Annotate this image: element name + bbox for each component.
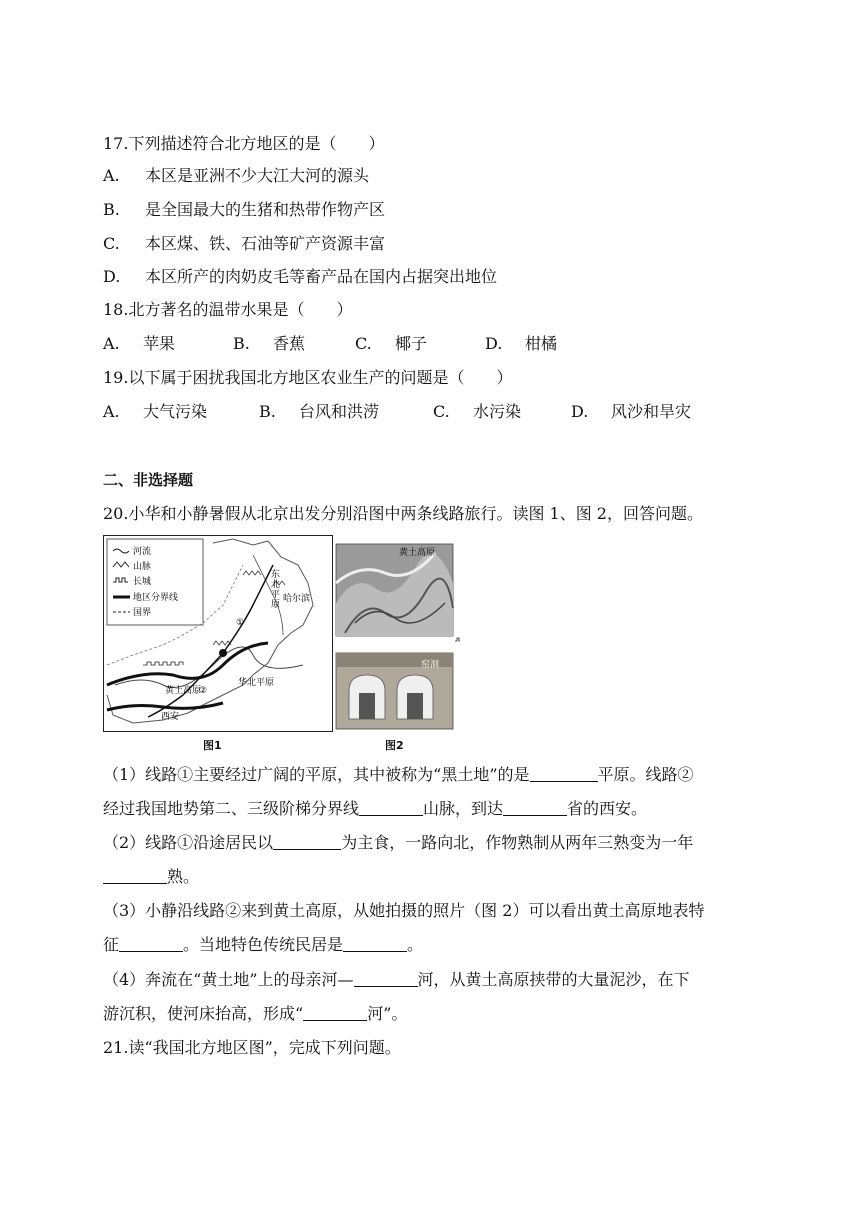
text: 。当地特色传统民居是 xyxy=(183,935,344,954)
photo2-label: 窑洞 xyxy=(421,660,440,670)
legend-wall-label: 长城 xyxy=(133,577,152,587)
text: 山脉，到达 xyxy=(423,799,504,818)
q19-option-a xyxy=(103,401,207,423)
text: 为主食，一路向北，作物熟制从两年三熟变为一年 xyxy=(341,833,694,852)
label-dongbei-char: 原 xyxy=(271,600,281,610)
option-text: 本区所产的肉奶皮毛等畜产品在国内占据突出地位 xyxy=(145,267,498,286)
option-letter: B. xyxy=(103,200,120,219)
text: 河”。 xyxy=(367,1004,408,1023)
q19-option-d xyxy=(571,401,691,423)
q19-option-b xyxy=(259,401,379,423)
label-huangtu: 黄土高原 xyxy=(165,686,202,696)
q20-part4-line1 xyxy=(103,969,690,991)
option-text: 风沙和旱灾 xyxy=(611,402,692,421)
label-dongbei-char: 平 xyxy=(271,590,281,600)
option-text: 本区是亚洲不少大江大河的源头 xyxy=(145,166,370,185)
label-dongbei xyxy=(271,568,280,610)
q20-part1-line1 xyxy=(103,764,694,786)
option-text: 苹果 xyxy=(143,334,176,353)
label-dongbei-char: 北 xyxy=(271,580,281,590)
answer-blank[interactable] xyxy=(354,970,418,987)
text: 熟。 xyxy=(167,867,200,886)
answer-blank[interactable] xyxy=(359,799,423,816)
q19-option-c xyxy=(433,401,521,423)
legend-boundary-label: 地区分界线 xyxy=(133,593,179,603)
option-text: 台风和洪涝 xyxy=(299,402,380,421)
figure2-photos xyxy=(335,543,460,733)
answer-blank[interactable] xyxy=(343,935,407,952)
legend-river-label: 河流 xyxy=(133,547,152,557)
label-haerbin: 哈尔滨 xyxy=(283,594,311,604)
label-huabei: 华北平原 xyxy=(238,678,275,688)
answer-blank[interactable] xyxy=(273,833,341,850)
option-letter: A. xyxy=(103,402,120,421)
photo1-label: 黄土高原 xyxy=(399,548,436,558)
answer-blank[interactable] xyxy=(119,935,183,952)
answer-blank[interactable] xyxy=(503,799,567,816)
option-letter: D. xyxy=(485,334,503,353)
beijing-marker xyxy=(219,649,227,657)
option-letter: A. xyxy=(103,166,120,185)
q18-option-b xyxy=(233,333,305,355)
answer-blank[interactable] xyxy=(103,867,167,884)
q18-option-d xyxy=(485,333,557,355)
text: （1）线路①主要经过广阔的平原，其中被称为“黑土地”的是 xyxy=(103,765,530,784)
figure2-caption: 图2 xyxy=(385,739,404,752)
text: （2）线路①沿途居民以 xyxy=(103,833,274,852)
q20-part2-line2 xyxy=(103,866,199,888)
figure1-caption: 图1 xyxy=(203,739,222,752)
q20-part4-line2 xyxy=(103,1003,407,1025)
q17-option-b xyxy=(103,199,385,221)
option-text: 大气污染 xyxy=(143,402,208,421)
answer-blank[interactable] xyxy=(303,1004,367,1021)
option-letter: A. xyxy=(103,334,120,353)
text: 。 xyxy=(407,935,424,954)
q21-stem: 21.读“我国北方地区图”，完成下列问题。 xyxy=(103,1038,401,1057)
text: 省的西安。 xyxy=(567,799,648,818)
q17-option-a xyxy=(103,165,369,187)
q20-part3-line2 xyxy=(103,934,423,956)
q18-stem: 18.北方著名的温带水果是（ ） xyxy=(103,300,353,319)
q18-option-a xyxy=(103,333,175,355)
label-route1: ① xyxy=(236,618,245,628)
text: 河，从黄土高原挟带的大量泥沙，在下 xyxy=(417,970,690,989)
q17-option-c xyxy=(103,233,385,255)
option-text: 水污染 xyxy=(473,402,522,421)
q20-part1-line2 xyxy=(103,798,647,820)
figure1-map xyxy=(103,535,333,735)
q18-option-c xyxy=(355,333,427,355)
option-text: 柑橘 xyxy=(525,334,558,353)
option-letter: C. xyxy=(433,402,450,421)
q20-stem: 20.小华和小静暑假从北京出发分别沿图中两条线路旅行。读图 1、图 2，回答问题。 xyxy=(103,504,703,523)
option-letter: C. xyxy=(355,334,372,353)
q17-option-d xyxy=(103,266,497,288)
section-heading: 二、非选择题 xyxy=(103,471,194,489)
option-letter: B. xyxy=(233,334,250,353)
text: 征 xyxy=(103,935,120,954)
option-text: 是全国最大的生猪和热带作物产区 xyxy=(145,200,386,219)
text: 游沉积，使河床抬高，形成“ xyxy=(103,1004,304,1023)
q20-part3-line1: （3）小静沿线路②来到黄土高原，从她拍摄的照片（图 2）可以看出黄土高原地表特 xyxy=(103,901,705,920)
option-letter: C. xyxy=(103,234,120,253)
q17-stem: 17.下列描述符合北方地区的是（ ） xyxy=(103,134,385,153)
option-text: 椰子 xyxy=(395,334,428,353)
text: 经过我国地势第二、三级阶梯分界线 xyxy=(103,799,360,818)
option-letter: B. xyxy=(259,402,276,421)
text: 平原。线路② xyxy=(597,765,694,784)
q19-stem: 19.以下属于困扰我国北方地区农业生产的问题是（ ） xyxy=(103,368,513,387)
q20-part2-line1 xyxy=(103,832,693,854)
option-text: 本区煤、铁、石油等矿产资源丰富 xyxy=(145,234,386,253)
option-letter: D. xyxy=(571,402,589,421)
text: （4）奔流在“黄土地”上的母亲河— xyxy=(103,970,354,989)
label-dongbei-char: 东 xyxy=(271,570,281,580)
option-text: 香蕉 xyxy=(273,334,306,353)
legend-mountain-label: 山脉 xyxy=(133,562,152,572)
label-xian: 西安 xyxy=(161,712,180,722)
label-route2: ② xyxy=(199,686,208,696)
option-letter: D. xyxy=(103,267,121,286)
legend-border-label: 国界 xyxy=(133,608,152,618)
answer-blank[interactable] xyxy=(530,765,598,782)
